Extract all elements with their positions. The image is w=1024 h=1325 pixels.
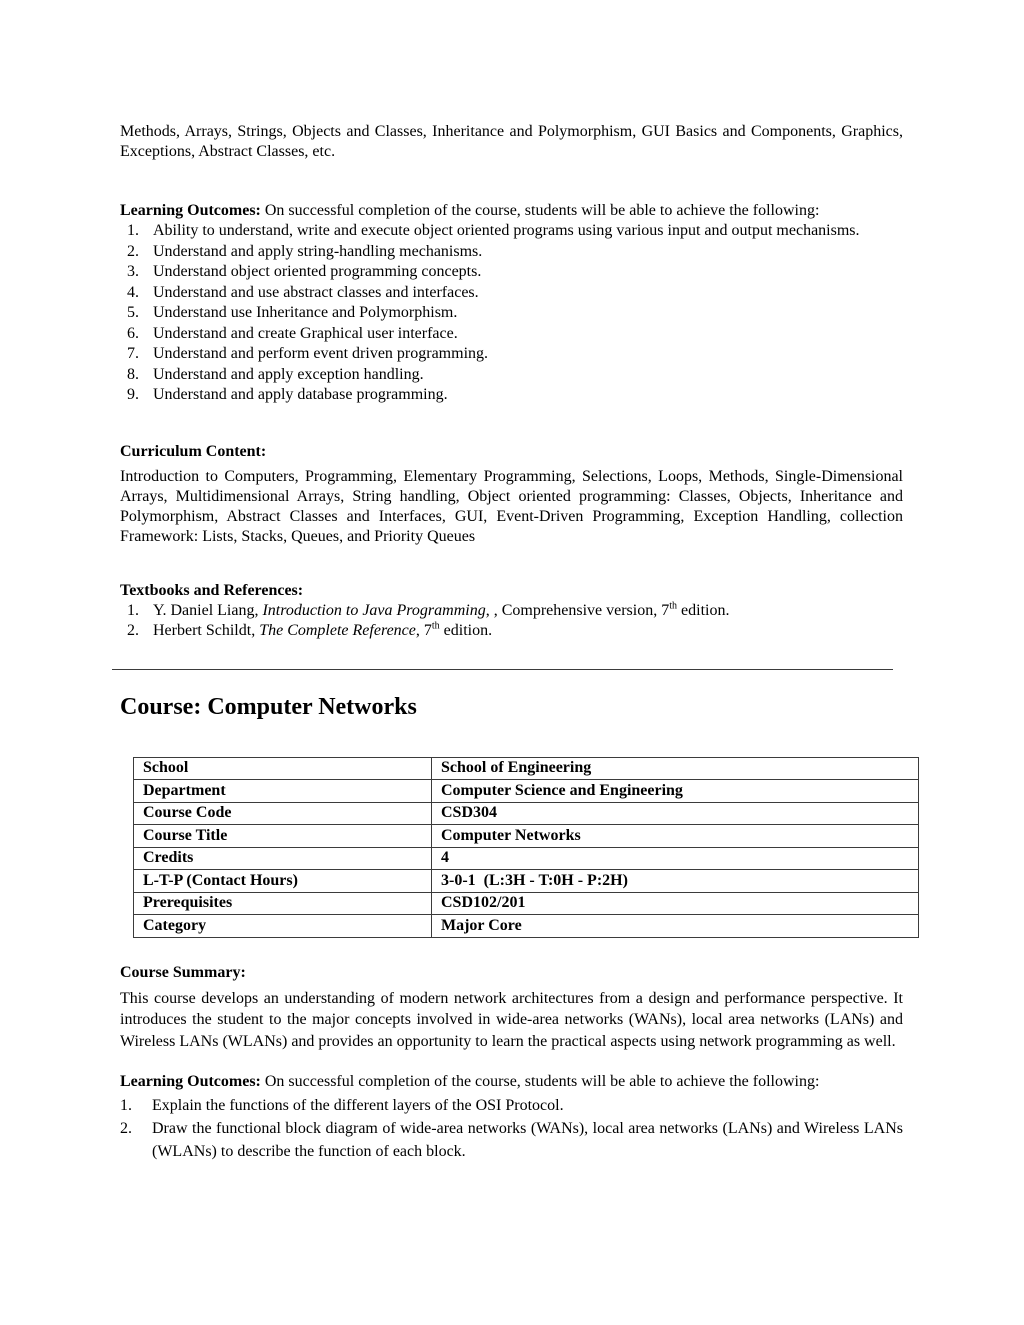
row-label: Course Code [134,802,432,825]
row-label: L-T-P (Contact Hours) [134,870,432,893]
row-value: School of Engineering [432,757,919,780]
section-divider [112,669,893,670]
curriculum-heading: Curriculum Content: [120,442,267,460]
table-row [134,802,919,825]
row-label: Category [134,915,432,938]
cn-learning-outcomes-intro: On successful completion of the course, students will be able to achieve the following: [264,1073,820,1090]
row-value: 4 [432,847,919,870]
java-learning-outcomes-lead [120,201,903,221]
row-value: 3-0-1 (L:3H - T:0H - P:2H) [432,870,919,893]
table-row [134,757,919,780]
textbook-detail: , , Comprehensive version, 7 [485,601,670,619]
course-summary-paragraph: This course develops an understanding of modern network architectures from a design and performance perspective. It introduces the student to the major concepts involved in wide-area networks (WANs), local area networks (LANs) and Wireless LANs (WLANs) and provides an opportunity to learn the practical aspects using network programming as well. [120,989,903,1050]
textbook-edition-superscript: th [669,600,678,612]
table-row [134,915,919,938]
list-item: Explain the functions of the different layers of the OSI Protocol. [152,1097,564,1114]
textbook-author: Herbert Schildt, [153,622,260,639]
table-row [134,780,919,803]
cn-learning-outcomes-list [120,1094,903,1163]
list-item: Understand and apply string-handling mechanisms. [153,242,483,260]
row-value: CSD102/201 [432,892,919,915]
list-item: Understand and apply database programming. [153,386,448,403]
textbooks-list [120,601,903,642]
java-learning-outcomes-list [120,221,903,406]
java-learning-outcomes-intro: On successful completion of the course, students will be able to achieve the following: [264,202,820,219]
cn-learning-outcomes-lead [120,1072,903,1092]
textbook-item [120,621,903,642]
row-label: Department [134,780,432,803]
curriculum-paragraph: Introduction to Computers, Programming, Elementary Programming, Selections, Loops, Methods, Single-Dimensional Arrays, Multidimensional Arrays, String handling, Object oriented programming: Classes, Objects, Inheritance and Polymorphism, Abstract Classes and Interfaces, GUI, Event-Driven Programming, Exception Handling, collection Framework: Lists, Stacks, Queues, and Priority Queues [120,467,903,545]
cn-learning-outcomes-heading: Learning Outcomes: [120,1073,261,1090]
row-label: Course Title [134,825,432,848]
list-item: Understand object oriented programming concepts. [153,263,482,280]
row-label: School [134,757,432,780]
row-value: CSD304 [432,802,919,825]
row-value: Computer Science and Engineering [432,780,919,803]
course-info-table [133,757,919,938]
textbook-title: The Complete Reference [259,622,416,639]
list-item: Understand and apply exception handling. [153,365,424,383]
list-item: Draw the functional block diagram of wide-area networks (WANs), local area networks (LANs) and Wireless LANs (WLANs) to describe the function of each block. [152,1120,903,1160]
java-learning-outcomes-heading: Learning Outcomes: [120,202,261,219]
textbook-item [120,601,903,622]
list-item: Understand and use abstract classes and interfaces. [153,283,479,301]
textbook-detail-end: edition. [677,601,730,619]
textbook-title: Introduction to Java Programming [262,601,486,619]
table-row [134,892,919,915]
table-row [134,825,919,848]
list-item: Understand and create Graphical user interface. [153,324,458,342]
row-value: Computer Networks [432,825,919,848]
course-summary-heading: Course Summary: [120,963,246,981]
table-row [134,870,919,893]
textbook-edition-superscript: th [431,620,440,632]
list-item: Ability to understand, write and execute object oriented programs using various input and output mechanisms. [153,222,860,239]
row-label: Credits [134,847,432,870]
textbook-author: Y. Daniel Liang, [153,601,263,619]
textbook-detail-end: edition. [439,622,493,639]
row-value: Major Core [432,915,919,938]
intro-paragraph: Methods, Arrays, Strings, Objects and Classes, Inheritance and Polymorphism, GUI Basics and Components, Graphics, Exceptions, Abstract Classes, etc. [120,123,903,160]
list-item: Understand and perform event driven programming. [153,345,489,362]
table-row [134,847,919,870]
course-title-heading: Course: Computer Networks [120,693,417,720]
textbooks-heading: Textbooks and References: [120,581,304,599]
row-label: Prerequisites [134,892,432,915]
textbook-detail: , 7 [415,622,432,639]
list-item: Understand use Inheritance and Polymorphism. [153,304,458,321]
